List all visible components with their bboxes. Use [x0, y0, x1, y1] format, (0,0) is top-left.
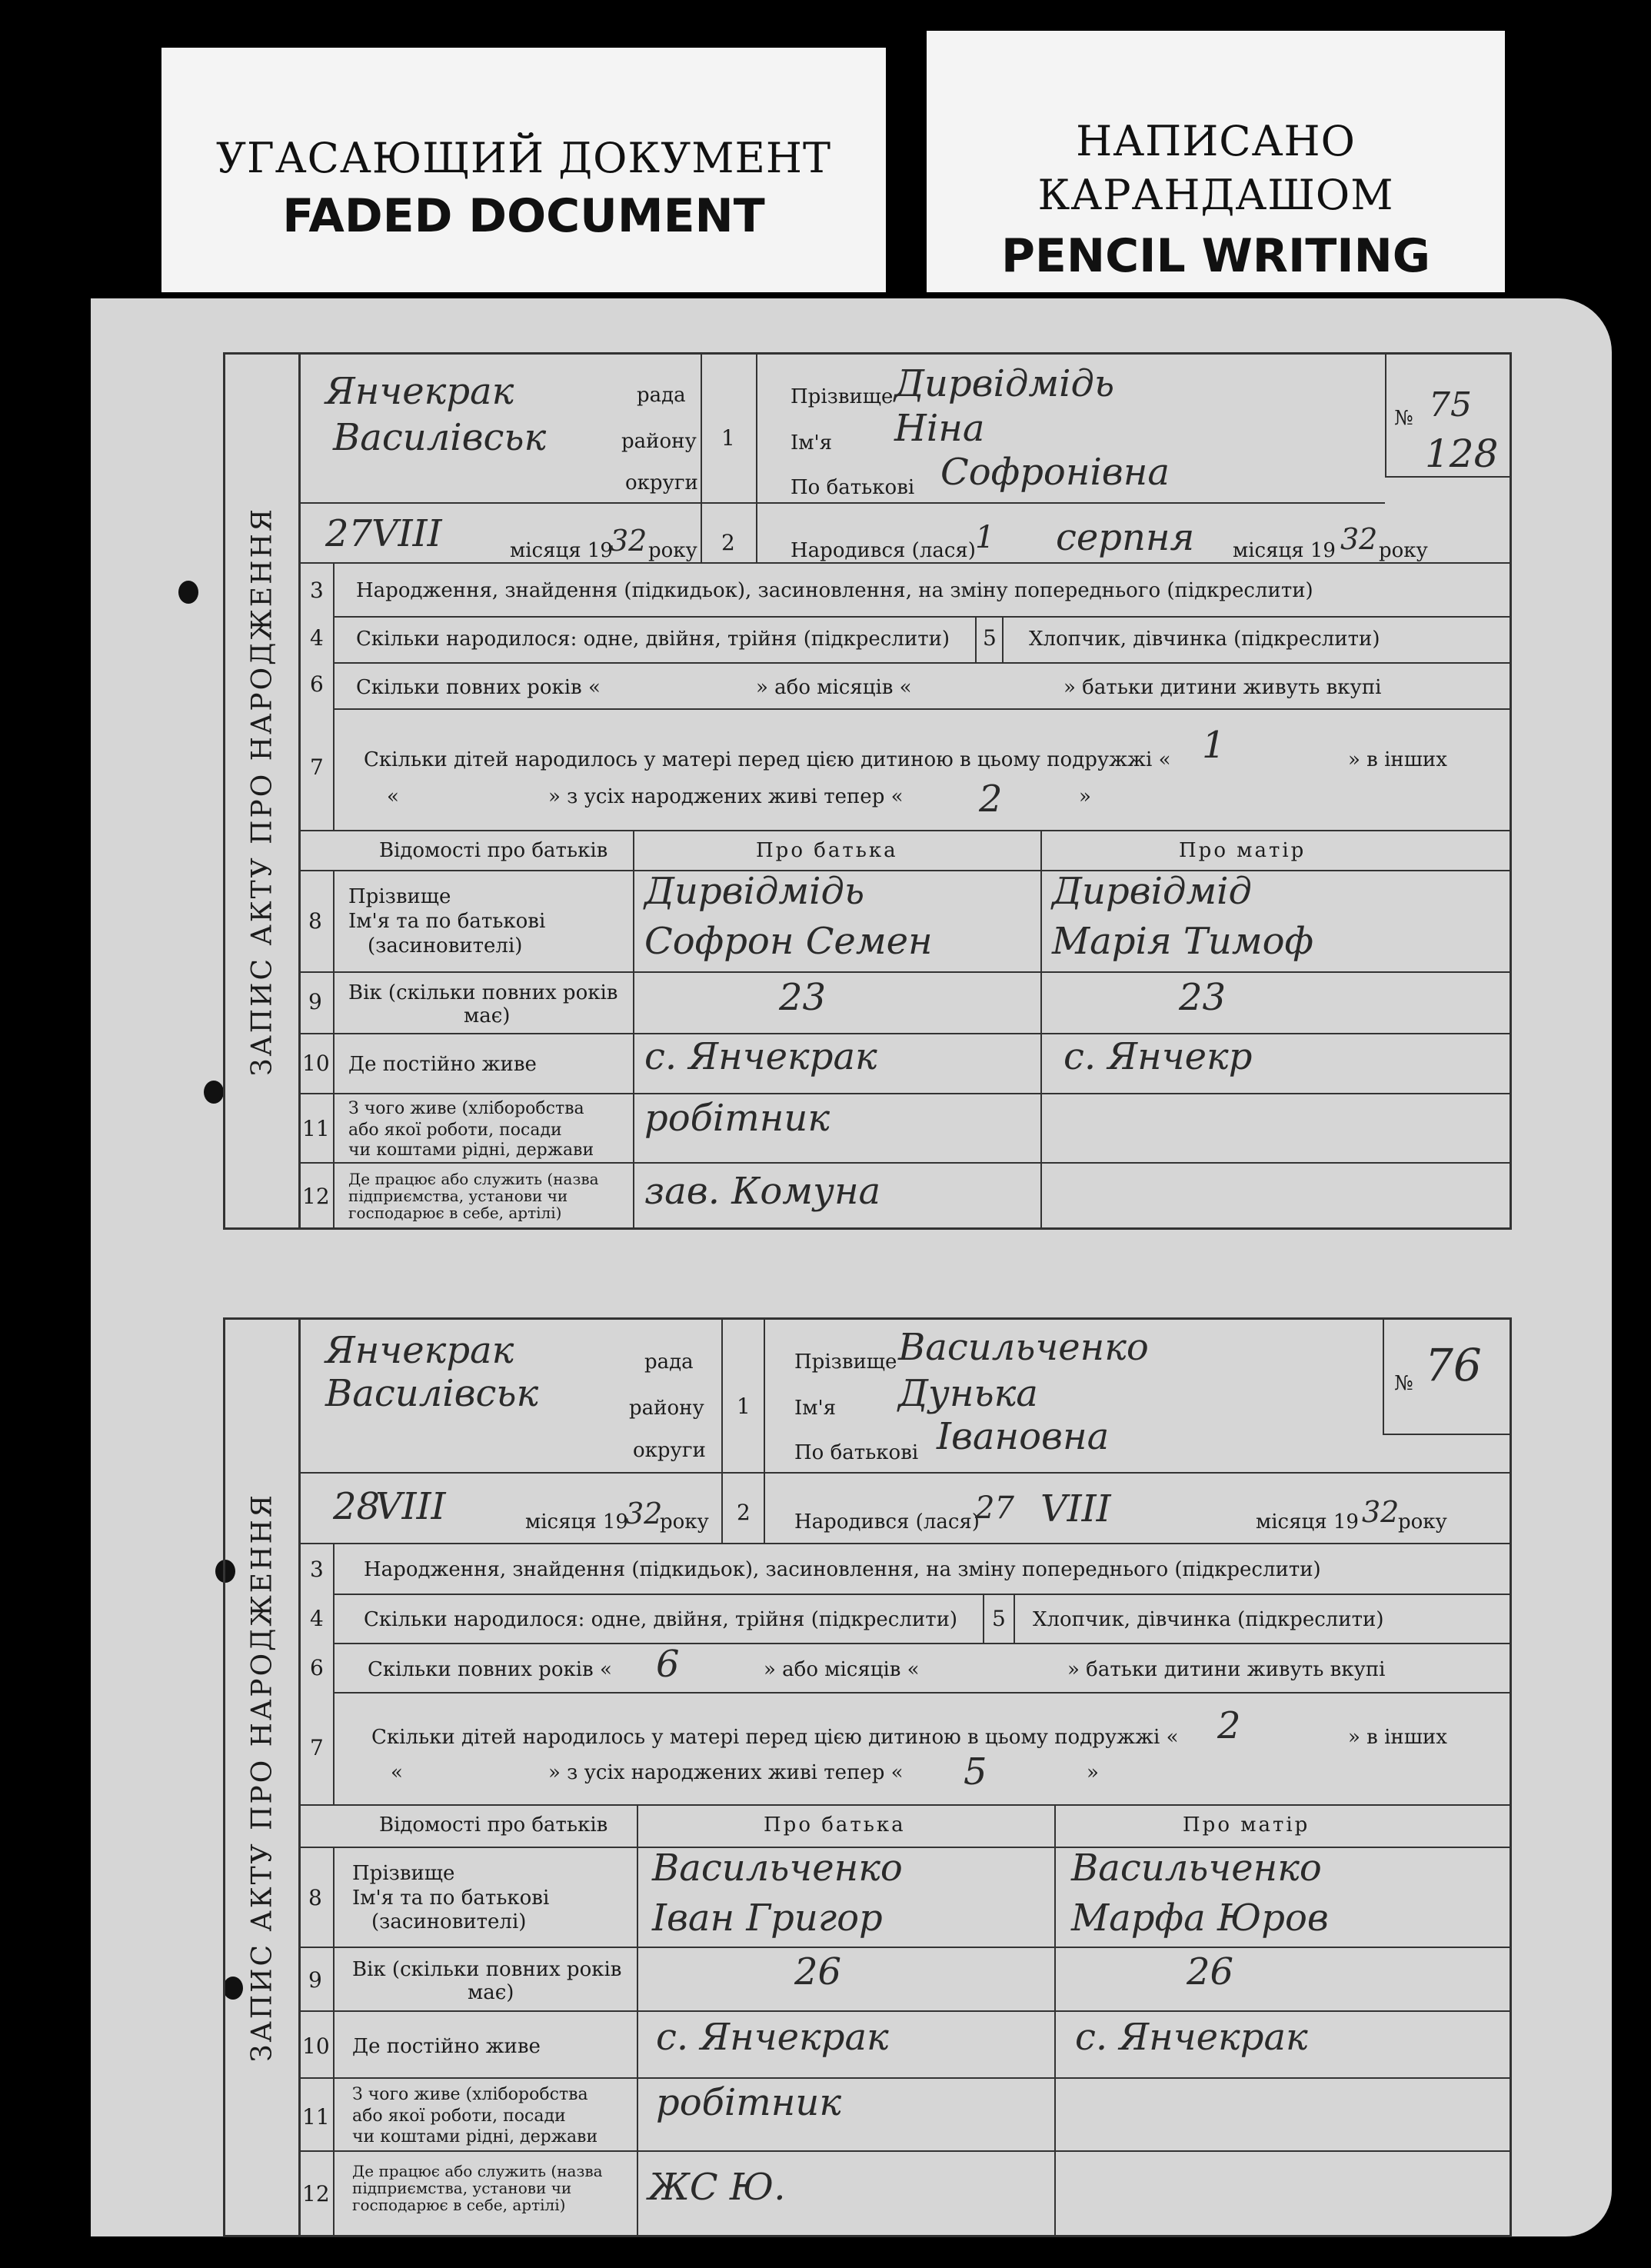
- row11-label-c: чи коштами рідні, держави: [352, 2127, 598, 2146]
- row11-label-b: або якої роботи, посади: [352, 2106, 566, 2126]
- record1-birth-year: 32: [1340, 522, 1378, 556]
- row6-label-c: » батьки дитини живуть вкупі: [1063, 676, 1382, 699]
- record1-birth-month: серпня: [1056, 516, 1195, 559]
- born-label: Народився (лася): [791, 539, 976, 562]
- record2-mother-name: Марфа Юров: [1071, 1897, 1329, 1940]
- row5-label: Хлопчик, дівчинка (підкреслити): [1029, 628, 1380, 651]
- record2-mother-surname: Васильченко: [1071, 1847, 1322, 1890]
- record1-rayon-value: Василівськ: [333, 416, 547, 459]
- record2-father-workplace: ЖС Ю.: [648, 2166, 786, 2209]
- record1-father-residence: с. Янчекрак: [644, 1035, 877, 1078]
- birth-year-label: року: [1379, 539, 1428, 562]
- record2-year: 32: [625, 1497, 663, 1530]
- born-label: Народився (лася): [794, 1510, 980, 1534]
- record2-father-name: Іван Григор: [652, 1897, 883, 1940]
- row6-label-a: Скільки повних років «: [368, 1658, 612, 1681]
- record2-father-age: 26: [794, 1950, 842, 1993]
- record1-father-surname: Дирвідмідь: [644, 870, 865, 913]
- row6-label-b: » або місяців «: [756, 676, 912, 699]
- row7-label-e: »: [1079, 785, 1091, 808]
- row11-label-c: чи коштами рідні, держави: [348, 1141, 594, 1160]
- record1-mother-age: 23: [1179, 976, 1227, 1019]
- month-label: місяця 19: [510, 539, 613, 562]
- parents-header: Відомості про батьків: [379, 839, 608, 862]
- record2-month: VIII: [375, 1485, 446, 1528]
- row11-label-a: З чого живе (хліборобства: [352, 2085, 588, 2104]
- record2-father-occupation: робітник: [656, 2081, 841, 2124]
- row5-label: Хлопчик, дівчинка (підкреслити): [1033, 1608, 1384, 1631]
- record1-year: 32: [610, 524, 647, 558]
- record2-children-alive: 5: [964, 1750, 987, 1793]
- record2-birth-day: 27: [975, 1490, 1014, 1526]
- surname-label: Прізвище: [791, 385, 894, 408]
- month-label: місяця 19: [525, 1510, 628, 1534]
- row12-label-c: господарює в себе, артілі): [348, 1204, 562, 1222]
- row7-label-c: «: [387, 785, 399, 808]
- record-side-title: ЗАПИС АКТУ ПРО НАРОДЖЕННЯ: [225, 1320, 301, 2235]
- row9-label-a: Вік (скільки повних років: [352, 1958, 622, 1981]
- birth-record-2: ЗАПИС АКТУ ПРО НАРОДЖЕННЯ Янчекрак рада Василівськ району округи 28 VIII місяця 19 32 року 1 2 Прізвище Васильченко Ім'я Дунька По батькові Івановна Народився (лася) 27 VIII місяця 19 32 року № 76 3 Народження, знайдення (підкидьок), засиновлення, на зміну попереднього (підкреслити) 4 Скільки народилося: одне, двійня, трійня (підкреслити) 5 Хлопчик, дівчинка (підкреслити) 6 Скільки повних років « 6 » або місяців « » батьки дитини живуть вкупі 7 Скільки дітей народилось у матері перед цією дитиною в цьому подружжі « 2 » в інших « » з усіх народжених живі тепер « 5 » Відомості про батьків Про батька Про матір 8 Прізвище Ім'я та по батькові (засиновителі) Васильченко Іван Григор Васильченко Марфа Юров 9 Вік (скільки повних років має) 26 26 10 Де постійно живе с. Янчекрак с. Янчекрак 11 З чого живе (хліборобства або якої роботи, посади чи коштами рідні, держави робітник 12 Де працює або служить (назва підприємства, установи чи господарює в себе, артілі) ЖС Ю.: [223, 1317, 1512, 2237]
- row6-label-c: » батьки дитини живуть вкупі: [1067, 1658, 1386, 1681]
- record1-mother-residence: с. Янчекр: [1063, 1035, 1253, 1078]
- record2-number: 76: [1425, 1339, 1482, 1391]
- faded-label-ru: УГАСАЮЩИЙ ДОКУМЕНТ: [215, 134, 832, 182]
- row7-label-a: Скільки дітей народилось у матері перед цією дитиною в цьому подружжі «: [371, 1726, 1179, 1749]
- row8-label-c: (засиновителі): [368, 934, 523, 957]
- row6-label-a: Скільки повних років «: [356, 676, 601, 699]
- row7-label-d: » з усіх народжених живі тепер «: [548, 785, 904, 808]
- row4-label: Скільки народилося: одне, двійня, трійня (підкреслити): [364, 1608, 958, 1631]
- row11-label-b: або якої роботи, посади: [348, 1121, 562, 1140]
- pencil-label-en: PENCIL WRITING: [1000, 229, 1431, 283]
- row9-label-a: Вік (скільки повних років: [348, 981, 618, 1004]
- mother-header: Про матір: [1183, 1813, 1310, 1837]
- number-label: №: [1394, 407, 1413, 430]
- record1-day: 27: [325, 512, 373, 555]
- row8-label-b: Ім'я та по батькові: [352, 1887, 550, 1910]
- patronymic-label: По батькові: [791, 476, 915, 499]
- row6-label-b: » або місяців «: [764, 1658, 920, 1681]
- record1-mother-name: Марія Тимоф: [1052, 920, 1314, 963]
- rayon-label: району: [629, 1397, 704, 1420]
- record1-name: Ніна: [894, 407, 985, 450]
- birth-month-label: місяця 19: [1233, 539, 1336, 562]
- row10-label: Де постійно живе: [348, 1053, 537, 1076]
- row9-label-b: має): [468, 1981, 514, 2004]
- year-label: року: [648, 539, 697, 562]
- record2-patronymic: Івановна: [937, 1415, 1110, 1458]
- faded-label-en: FADED DOCUMENT: [282, 189, 765, 243]
- name-label: Ім'я: [794, 1397, 837, 1420]
- row7-label-d: » з усіх народжених живі тепер «: [548, 1761, 904, 1784]
- row7-label-c: «: [391, 1761, 403, 1784]
- record2-mother-age: 26: [1187, 1950, 1234, 1993]
- rada-label: рада: [644, 1350, 694, 1374]
- row4-label: Скільки народилося: одне, двійня, трійня (підкреслити): [356, 628, 950, 651]
- birth-record-1: ЗАПИС АКТУ ПРО НАРОДЖЕННЯ Янчекрак рада Василівськ району округи 27 VIII місяця 19 32 року 1 2 Прізвище Дирвідмідь Ім'я Ніна По батькові Софронівна Народився (лася) 1 серпня місяця 19 32 року № 75 128 3 Народження, знайдення (підкидьок), засиновлення, на зміну попереднього (підкреслити) 4 Скільки народилося: одне, двійня, трійня (підкреслити) 5 Хлопчик, дівчинка (підкреслити) 6 Скільки повних років « » або місяців « » батьки дитини живуть вкупі 7 Скільки дітей народилось у матері перед цією дитиною в цьому подружжі « 1 » в інших « » з усіх народжених живі тепер « 2 » Відомості про батьків Про батька Про матір 8 Прізвище Ім'я та по батькові (засиновителі) Дирвідмідь Софрон Семен Дирвідмід Марія Тимоф 9 Вік (скільки повних років має) 23 23 10 Де постійно живе с. Янчекрак с. Янчекр 11 З чого живе (хліборобства або якої роботи, посади чи коштами рідні, держави робітник 12 Де працює або служить (назва підприємства, установи чи господарює в себе, артілі) зав. Комуна: [223, 352, 1512, 1230]
- record2-birth-month: VIII: [1040, 1487, 1111, 1530]
- father-header: Про батька: [764, 1813, 906, 1837]
- mother-header: Про матір: [1179, 839, 1306, 862]
- surname-label: Прізвище: [794, 1350, 897, 1374]
- record1-month: VIII: [371, 512, 442, 555]
- row12-label-c: господарює в себе, артілі): [352, 2196, 566, 2214]
- faded-document-label: [161, 48, 886, 292]
- row8-label-a: Прізвище: [352, 1862, 455, 1885]
- row3-label: Народження, знайдення (підкидьок), засиновлення, на зміну попереднього (підкреслити): [356, 579, 1313, 602]
- record1-father-occupation: робітник: [644, 1097, 830, 1140]
- row3-label: Народження, знайдення (підкидьок), засиновлення, на зміну попереднього (підкреслити): [364, 1558, 1321, 1581]
- record1-rada-value: Янчекрак: [325, 370, 514, 413]
- row8-label-c: (засиновителі): [371, 1910, 527, 1933]
- pencil-label-ru2: КАРАНДАШОМ: [1037, 171, 1394, 219]
- record2-father-surname: Васильченко: [652, 1847, 903, 1890]
- record2-birth-year: 32: [1362, 1495, 1400, 1529]
- record2-years-together: 6: [656, 1643, 680, 1686]
- record2-rada-value: Янчекрак: [325, 1329, 514, 1372]
- punch-hole: [204, 1081, 224, 1104]
- record2-day: 28: [333, 1485, 381, 1528]
- row7-label-b: » в інших: [1348, 1726, 1447, 1749]
- record1-number2: 128: [1425, 431, 1499, 476]
- row12-label-a: Де працює або служить (назва: [352, 2162, 603, 2180]
- record1-patronymic: Софронівна: [940, 451, 1170, 494]
- record1-mother-surname: Дирвідмід: [1052, 870, 1252, 913]
- record2-surname: Васильченко: [898, 1326, 1149, 1369]
- row8-label-a: Прізвище: [348, 885, 451, 908]
- record1-number: 75: [1429, 385, 1472, 425]
- record1-birth-day: 1: [975, 520, 995, 555]
- record1-father-name: Софрон Семен: [644, 920, 933, 963]
- name-label: Ім'я: [791, 431, 833, 455]
- record-side-title: ЗАПИС АКТУ ПРО НАРОДЖЕННЯ: [225, 355, 301, 1227]
- father-header: Про батька: [756, 839, 898, 862]
- record2-mother-residence: с. Янчекрак: [1075, 2016, 1308, 2059]
- record1-children-alive: 2: [979, 778, 1003, 821]
- row12-label-b: підприємства, установи чи: [348, 1187, 568, 1205]
- record1-father-workplace: зав. Комуна: [644, 1170, 881, 1213]
- pencil-writing-label: [927, 31, 1505, 292]
- record2-name: Дунька: [898, 1372, 1038, 1415]
- row8-label-b: Ім'я та по батькові: [348, 910, 546, 933]
- record1-father-age: 23: [779, 976, 827, 1019]
- number-label: №: [1394, 1372, 1413, 1395]
- record1-children-before: 1: [1202, 724, 1226, 767]
- row7-label-b: » в інших: [1348, 748, 1447, 771]
- record2-children-before: 2: [1217, 1704, 1241, 1747]
- row11-label-a: З чого живе (хліборобства: [348, 1099, 584, 1118]
- row12-label-a: Де працює або служить (назва: [348, 1170, 599, 1188]
- pencil-label-ru1: НАПИСАНО: [1076, 117, 1356, 165]
- row12-label-b: підприємства, установи чи: [352, 2179, 572, 2197]
- birth-year-label: року: [1398, 1510, 1447, 1534]
- rayon-label: району: [621, 430, 697, 453]
- punch-hole: [178, 581, 198, 604]
- record2-father-residence: с. Янчекрак: [656, 2016, 889, 2059]
- okrug-label: округи: [625, 471, 698, 495]
- row10-label: Де постійно живе: [352, 2035, 541, 2058]
- record1-surname: Дирвідмідь: [894, 362, 1115, 405]
- row7-label-a: Скільки дітей народилось у матері перед цією дитиною в цьому подружжі «: [364, 748, 1171, 771]
- record2-rayon-value: Василівськ: [325, 1372, 539, 1415]
- year-label: року: [660, 1510, 709, 1534]
- row7-label-e: »: [1087, 1761, 1099, 1784]
- birth-month-label: місяця 19: [1256, 1510, 1359, 1534]
- okrug-label: округи: [633, 1439, 706, 1462]
- patronymic-label: По батькові: [794, 1441, 919, 1464]
- row9-label-b: має): [464, 1004, 511, 1027]
- parents-header: Відомості про батьків: [379, 1813, 608, 1837]
- rada-label: рада: [637, 384, 686, 407]
